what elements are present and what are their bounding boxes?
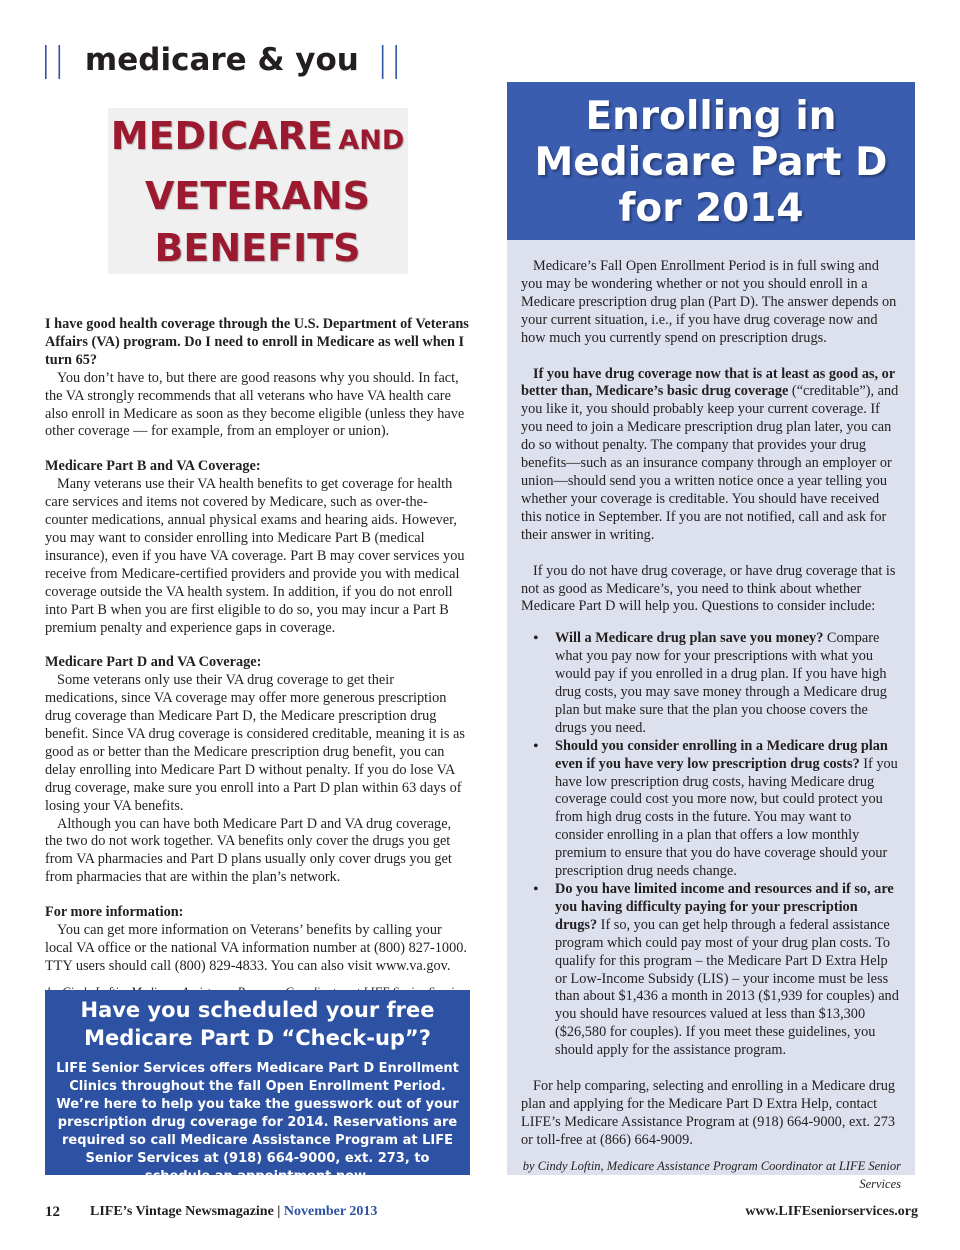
article-title <box>108 108 408 274</box>
page-number: 12 <box>45 1204 60 1220</box>
title-and: AND <box>338 125 405 156</box>
list-item <box>555 738 901 881</box>
section-header <box>40 38 404 82</box>
part-d-para-creditable <box>521 366 901 545</box>
section-heading-part-b: Medicare Part B and VA Coverage: <box>45 458 261 475</box>
page-footer <box>45 1204 918 1224</box>
part-d-para-creditable-rest: (“creditable”), and you like it, you should probably keep your current coverage. If you need to join a Medicare prescription drug plan later, you can do so without penalty. The company that provides your drug benefits—such as an insurance company through an employer or union—should send you a written notice once a year telling you whether your coverage is creditable. You should have received this notice in September. If you are not notified, call and ask for their answer in writing. <box>521 383 899 543</box>
website-link[interactable]: www.LIFEseniorservices.org <box>745 1204 918 1219</box>
section-heading-more-info: For more information: <box>45 904 184 921</box>
part-d-para-questions: If you do not have drug coverage, or have drug coverage that is not as good as Medicare’s, you need to think about whether Medicare Part D will help you. Questions to consider include: <box>521 562 896 615</box>
veterans-article <box>45 108 470 1002</box>
question-bold: Do you have limited income and resources and if so, are you having difficulty paying for your prescription drugs? <box>555 881 894 933</box>
list-item <box>555 881 901 1060</box>
part-d-para-creditable-bold: If you have drug coverage now that is at least as good as, or better than, Medicare’s basic drug coverage <box>521 365 895 400</box>
title-medicare: MEDICARE <box>110 114 333 158</box>
article-answer: You don’t have to, but there are good reasons why you should. In fact, the VA strongly recommends that all veterans who have VA health care also enroll in Medicare as soon as they become eligible (unless they have other coverage — for example, from an employer or union). <box>45 369 465 440</box>
promo-body: LIFE Senior Services offers Medicare Part D Enrollment Clinics throughout the fall Open Enrollment Period. We’re here to help you take the guesswork out of your prescription drug coverage for 2014. Reservations are required so call Medicare Assistance Program at LIFE Senior Services at (918) 664-9000, ext. 273, to schedule an appointment now. <box>56 1061 459 1184</box>
part-d-intro: Medicare’s Fall Open Enrollment Period is in full swing and you may be wondering whether or not you should enroll in a Medicare prescription drug plan (Part D). The answer depends on your current situation, i.e., if you have drug coverage now and how much you currently spend on prescription drugs. <box>521 258 897 346</box>
part-d-closing: For help comparing, selecting and enrolling in a Medicare drug plan and applying for the Medicare Part D Extra Help, contact LIFE’s Medicare Assistance Program at (918) 664-9000, ext. 273 or toll-free at (866) 664-9009. <box>521 1078 896 1148</box>
part-d-title-line3: for 2014 <box>618 186 804 231</box>
section-text-part-d-2: Although you can have both Medicare Part D and VA drug coverage, the two do not work together. VA benefits only cover the drugs you get from VA pharmacies and Part D plans usually only cover drugs you get from pharmacies that are within the plan’s network. <box>45 815 452 886</box>
section-text-more-info: You can get more information on Veterans’ benefits by calling your local VA office or the national VA information number at (800) 827-1000. TTY users should call (800) 829-4833. You can also visit www.va.gov. <box>45 922 467 974</box>
footer-magazine <box>90 1204 377 1220</box>
section-heading-part-d: Medicare Part D and VA Coverage: <box>45 654 262 671</box>
part-d-body <box>507 240 915 1194</box>
questions-list <box>521 630 901 1060</box>
question-text: If so, you can get help through a federal assistance program which could pay most of your drug plan costs. To qualify for this program – the Medicare Part D Extra Help or Low-Income Subsidy (LIS) – your income must be less than about $1,436 a month in 2013 ($1,939 for couples) and you should have resources valued at less than $13,300 ($26,580 for couples). If you meet these guidelines, you should apply for the assistance program. <box>555 916 899 1059</box>
section-text-part-b: Many veterans use their VA health benefits to get coverage for health care services and items not covered by Medicare, such as over-the-counter medications, annual physical exams and hearing aids. However, you may want to consider enrolling into Medicare Part B (medical insurance), even if you have VA coverage. Part B may cover services you receive from Medicare-certified providers and provide you with medical coverage outside the VA health system. In addition, if you do not enroll into Part B when you are first eligible to do so, you may incur a Part B premium penalty and experience gaps in coverage. <box>45 476 465 636</box>
magazine-name: LIFE’s Vintage Newsmagazine | <box>90 1204 281 1219</box>
article-question: I have good health coverage through the U.S. Department of Veterans Affairs (VA) program. Do I need to enroll in Medicare as well when I turn 65? <box>45 316 469 368</box>
part-d-title-line2: Medicare Part D <box>534 140 888 185</box>
checkup-promo-box <box>45 990 470 1184</box>
section-title: medicare & you <box>84 42 359 78</box>
article-body <box>45 316 470 1002</box>
header-bars-left: || <box>40 40 67 80</box>
question-bold: Will a Medicare drug plan save you money? <box>555 630 824 647</box>
title-veterans: VETERANS <box>144 174 371 218</box>
part-d-title-banner <box>507 82 915 240</box>
part-d-byline: by Cindy Loftin, Medicare Assistance Program Coordinator at LIFE Senior Services <box>522 1158 901 1191</box>
part-d-article <box>507 82 915 1191</box>
title-benefits: BENEFITS <box>154 226 361 270</box>
header-bars-right: || <box>376 40 404 80</box>
section-text-part-d-1: Some veterans only use their VA drug coverage to get their medications, since VA coverage may offer more generous prescription drug coverage than Medicare Part D, the Medicare prescription drug benefit. Since VA drug coverage is considered creditable, meaning it is as good as or better than the Medicare prescription drug benefit, you can delay enrolling into Medicare Part D without penalty. If you do lose VA drug coverage, make sure you enroll into a Part D plan within 63 days of losing your VA benefits. <box>45 672 465 814</box>
list-item <box>555 630 901 737</box>
part-d-title-line1: Enrolling in <box>585 94 837 139</box>
question-bold: Should you consider enrolling in a Medicare drug plan even if you have very low prescription drug costs? <box>555 737 888 772</box>
promo-title: Have you scheduled your free Medicare Part D “Check-up”? <box>80 998 435 1050</box>
question-text: If you have low prescription drug costs, having Medicare drug coverage could cost you more now, but could protect you from high drug costs in the future. You may want to consider enrolling in a plan that offers a low monthly premium to ensure that you do have coverage should your prescription drug needs change. <box>555 755 898 880</box>
issue-month: November 2013 <box>283 1204 378 1219</box>
question-text: Compare what you pay now for your prescriptions with what you would pay if you enrolled in a drug plan. If you have high drug costs, you may save money through a Medicare drug plan but make sure that the plan you choose covers the drugs you need. <box>555 630 887 736</box>
